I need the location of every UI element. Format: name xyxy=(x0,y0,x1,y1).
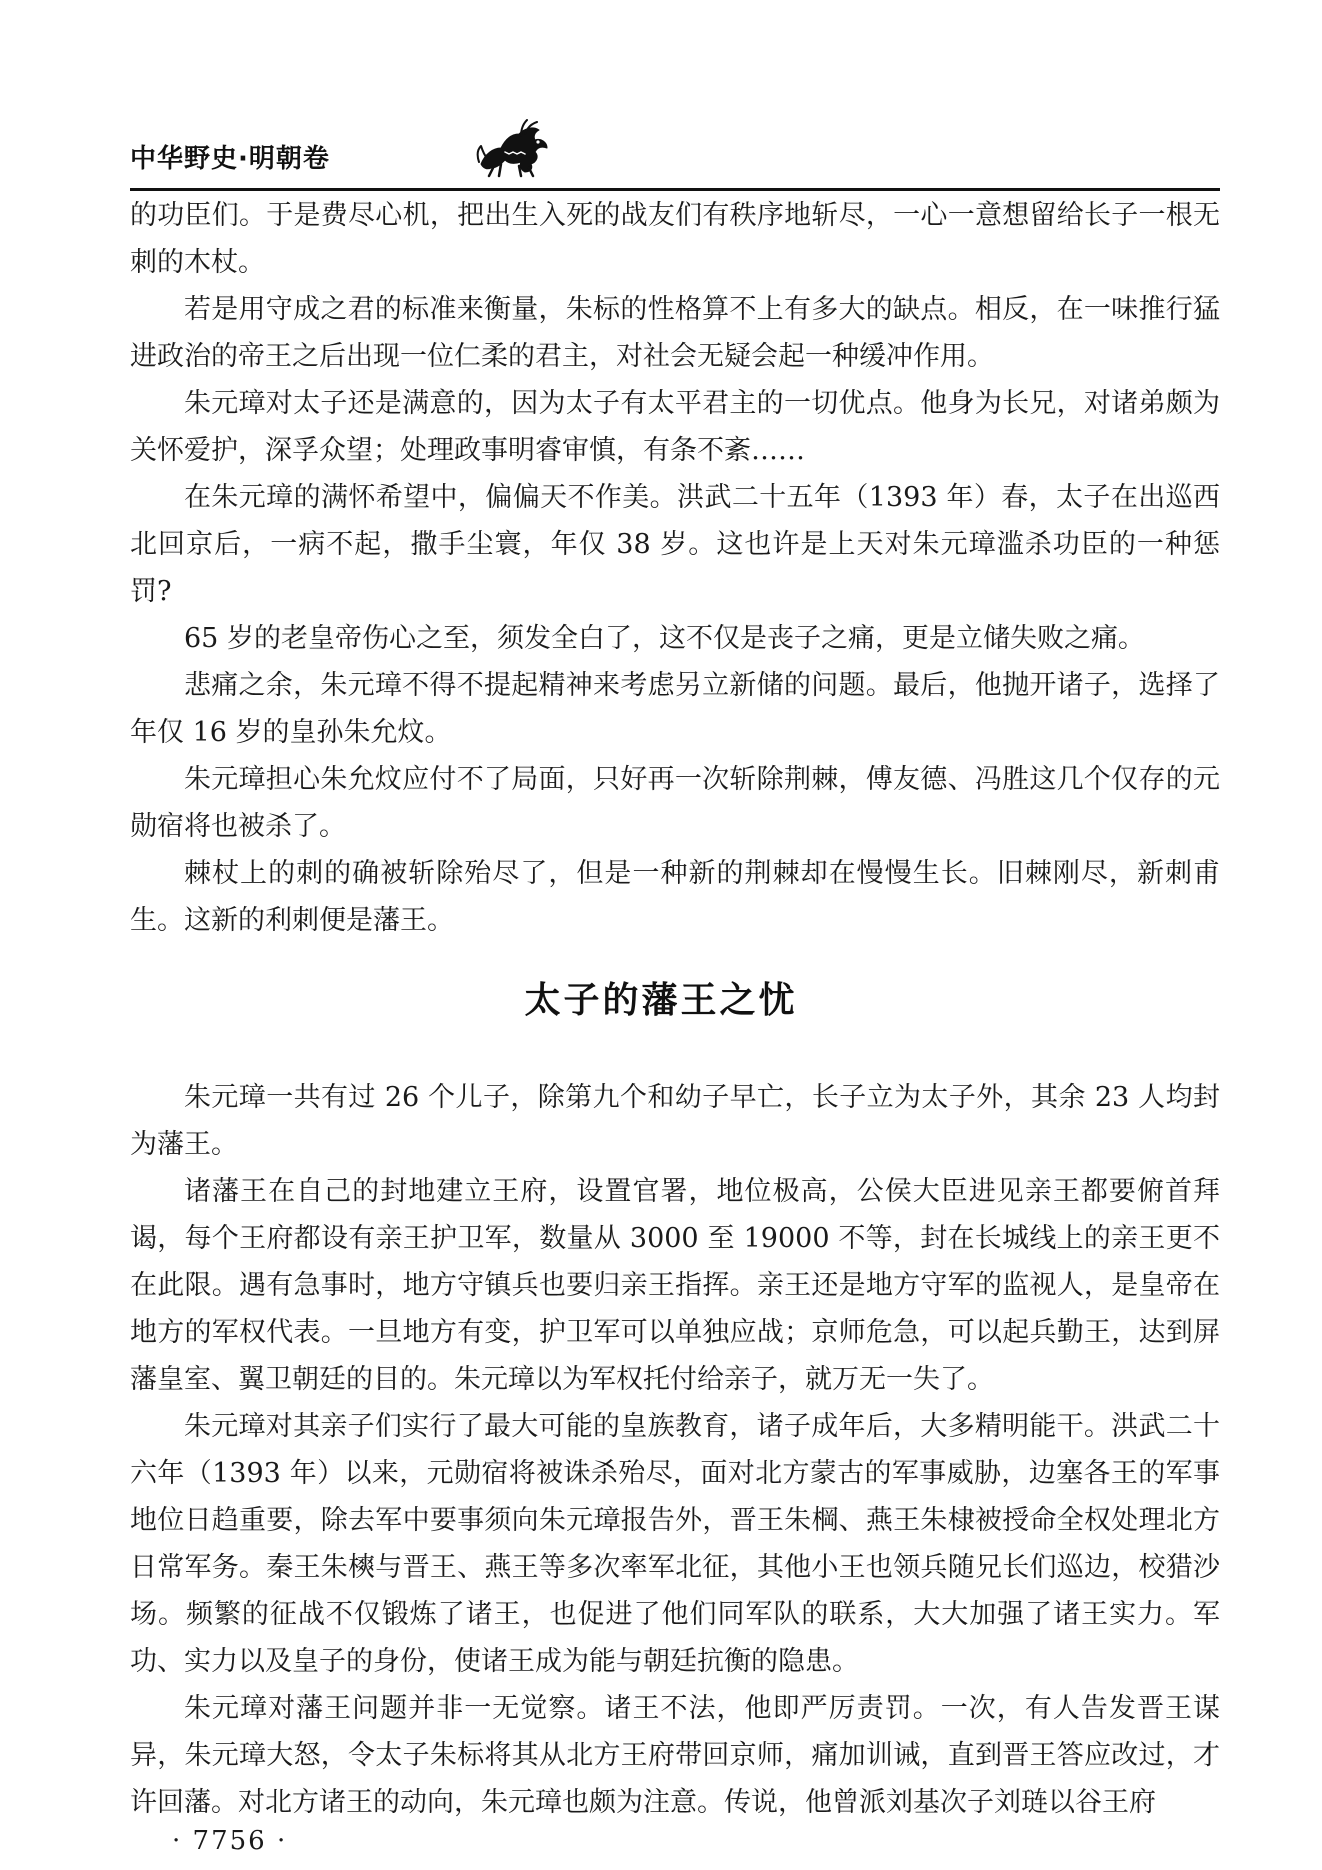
paragraph: 的功臣们。于是费尽心机，把出生入死的战友们有秩序地斩尽，一心一意想留给长子一根无刺的木杖。 xyxy=(130,200,1220,278)
paragraph: 棘杖上的刺的确被斩除殆尽了，但是一种新的荆棘却在慢慢生长。旧棘刚尽，新刺甫生。这新的利刺便是藩王。 xyxy=(130,858,1220,936)
top-text-block xyxy=(130,192,1220,944)
paragraph: 朱元璋担心朱允炆应付不了局面，只好再一次斩除荆棘，傅友德、冯胜这几个仅存的元勋宿将也被杀了。 xyxy=(130,764,1220,842)
running-header xyxy=(130,118,1220,186)
paragraph: 悲痛之余，朱元璋不得不提起精神来考虑另立新储的问题。最后，他抛开诸子，选择了年仅 16 岁的皇孙朱允炆。 xyxy=(130,670,1220,748)
dragon-emblem-icon xyxy=(475,118,553,180)
paragraph: 朱元璋对藩王问题并非一无觉察。诸王不法，他即严厉责罚。一次，有人告发晋王谋异，朱元璋大怒，令太子朱标将其从北方王府带回京师，痛加训诫，直到晋王答应改过，才许回藩。对北方诸王的动向，朱元璋也颇为注意。传说，他曾派刘基次子刘琏以谷王府 xyxy=(130,1693,1220,1818)
paragraph: 朱元璋一共有过 26 个儿子，除第九个和幼子早亡，长子立为太子外，其余 23 人均封为藩王。 xyxy=(130,1082,1220,1160)
page-number: · 7756 · xyxy=(172,1826,288,1856)
header-divider xyxy=(130,188,1220,191)
paragraph: 在朱元璋的满怀希望中，偏偏天不作美。洪武二十五年（1393 年）春，太子在出巡西北回京后，一病不起，撒手尘寰，年仅 38 岁。这也许是上天对朱元璋滥杀功臣的一种惩罚? xyxy=(130,482,1220,607)
section-title: 太子的藩王之忧 xyxy=(524,980,798,1021)
paragraph: 朱元璋对其亲子们实行了最大可能的皇族教育，诸子成年后，大多精明能干。洪武二十六年（1393 年）以来，元勋宿将被诛杀殆尽，面对北方蒙古的军事威胁，边塞各王的军事地位日趋重要，除去军中要事须向朱元璋报告外，晋王朱棡、燕王朱棣被授命全权处理北方日常军务。秦王朱樉与晋王、燕王等多次率军北征，其他小王也领兵随兄长们巡边，校猎沙场。频繁的征战不仅锻炼了诸王，也促进了他们同军队的联系，大大加强了诸王实力。军功、实力以及皇子的身份，使诸王成为能与朝廷抗衡的隐患。 xyxy=(130,1411,1220,1677)
paragraph: 65 岁的老皇帝伤心之至，须发全白了，这不仅是丧子之痛，更是立储失败之痛。 xyxy=(184,623,1145,654)
paragraph: 朱元璋对太子还是满意的，因为太子有太平君主的一切优点。他身为长兄，对诸弟颇为关怀爱护，深孚众望；处理政事明睿审慎，有条不紊…… xyxy=(130,388,1220,466)
running-header-title: 中华野史·明朝卷 xyxy=(130,144,330,174)
bottom-text-block xyxy=(130,1074,1220,1826)
paragraph: 诸藩王在自己的封地建立王府，设置官署，地位极高，公侯大臣进见亲王都要俯首拜谒，每个王府都设有亲王护卫军，数量从 3000 至 19000 不等，封在长城线上的亲王更不在此限。遇有急事时，地方守镇兵也要归亲王指挥。亲王还是地方守军的监视人，是皇帝在地方的军权代表。一旦地方有变，护卫军可以单独应战；京师危急，可以起兵勤王，达到屏藩皇室、翼卫朝廷的目的。朱元璋以为军权托付给亲子，就万无一失了。 xyxy=(130,1176,1220,1395)
paragraph: 若是用守成之君的标准来衡量，朱标的性格算不上有多大的缺点。相反，在一味推行猛进政治的帝王之后出现一位仁柔的君主，对社会无疑会起一种缓冲作用。 xyxy=(130,294,1220,372)
